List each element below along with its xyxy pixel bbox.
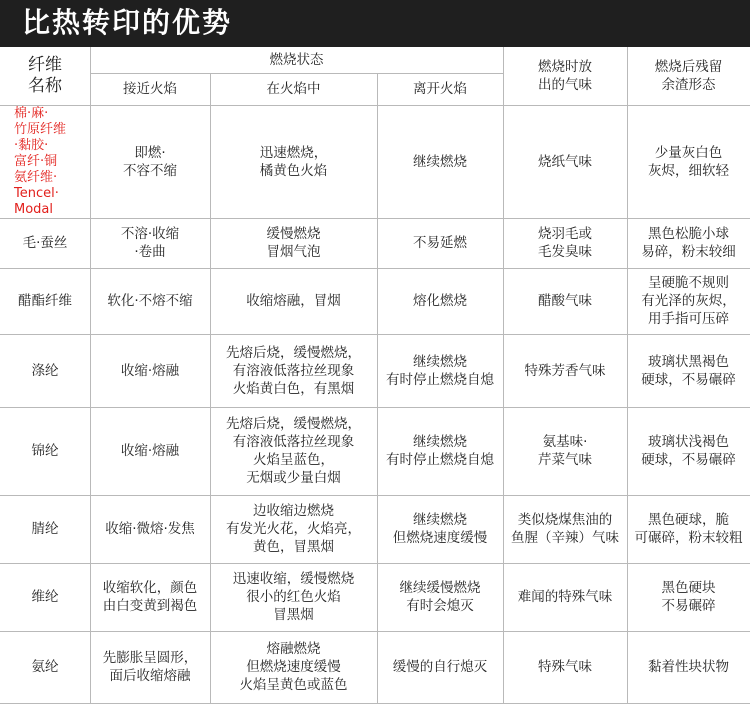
row-5-leave: 继续燃烧 有时停止燃烧自熄 — [386, 434, 494, 468]
row-3-in-flame: 收缩熔融，冒烟 — [246, 293, 341, 309]
row-2-in-flame: 缓慢燃烧 冒烟气泡 — [266, 226, 321, 260]
row-1-leave: 继续燃烧 — [413, 153, 467, 170]
row-8-fiber-name: 氨纶 — [31, 659, 59, 675]
grid-line — [0, 218, 750, 219]
grid-line — [503, 47, 504, 703]
header-leave: 离开火焰 — [413, 81, 467, 97]
row-4-leave: 继续燃烧 有时停止燃烧自熄 — [386, 353, 494, 388]
row-5-residue: 玻璃状浅褐色 硬球，不易碾碎 — [641, 434, 736, 468]
row-5-in-flame: 先熔后烧，缓慢燃烧， 有溶液低落拉丝现象 火焰呈蓝色， 无烟或少量白烟 — [226, 416, 361, 486]
row-1-in-flame: 迅速燃烧， 橘黄色火焰 — [259, 144, 328, 179]
grid-line — [627, 47, 628, 703]
row-7-leave: 继续缓慢燃烧 有时会熄灭 — [399, 580, 481, 614]
row-4-fiber-name: 涤纶 — [31, 362, 59, 379]
row-3-smell: 醋酸气味 — [538, 293, 592, 309]
header-residue: 燃烧后残留 余渣形态 — [654, 59, 723, 93]
row-7-in-flame: 迅速收缩，缓慢燃烧 很小的红色火焰 冒黑烟 — [232, 571, 355, 623]
header-fiber: 纤维 名称 — [28, 55, 62, 96]
grid-line — [0, 563, 750, 564]
grid-line — [0, 105, 750, 106]
row-8-leave: 缓慢的自行熄灭 — [392, 659, 488, 675]
row-2-leave: 不易延燃 — [413, 235, 467, 251]
row-7-approach: 收缩软化，颜色 由白变黄到褐色 — [102, 580, 198, 614]
header-in-flame: 在火焰中 — [266, 81, 321, 97]
row-2-residue: 黑色松脆小球 易碎，粉末较细 — [641, 226, 736, 260]
header-burning-state: 燃烧状态 — [269, 52, 324, 68]
row-8-residue: 黏着性块状物 — [648, 659, 729, 675]
row-7-residue: 黑色硬块 不易碾碎 — [661, 580, 716, 614]
row-4-in-flame: 先熔后烧，缓慢燃烧， 有溶液低落拉丝现象 火焰黄白色，有黑烟 — [226, 344, 361, 397]
row-3-leave: 熔化燃烧 — [413, 293, 467, 309]
row-5-smell: 氨基味· 芹菜气味 — [538, 434, 592, 468]
row-1-residue: 少量灰白色 灰烬，细软轻 — [648, 144, 729, 179]
row-2-smell: 烧羽毛或 毛发臭味 — [538, 226, 592, 260]
row-3-approach: 软化·不熔不缩 — [107, 293, 193, 309]
header-smell: 燃烧时放 出的气味 — [538, 59, 592, 93]
grid-line — [90, 47, 91, 703]
row-6-residue: 黑色硬球，脆 可碾碎，粉末较粗 — [634, 512, 743, 546]
grid-line — [0, 703, 750, 704]
row-5-fiber-name: 锦纶 — [31, 443, 59, 459]
grid-line — [0, 495, 750, 496]
row-8-approach: 先膨胀呈圆形， 面后收缩熔融 — [102, 650, 198, 684]
row-1-fiber-name: 棉·麻· 竹原纤维 ·黏胶· 富纤·铜 氨纤维· Tencel· Modal — [14, 105, 67, 217]
grid-line — [0, 268, 750, 269]
row-8-in-flame: 熔融燃烧 但燃烧速度缓慢 火焰呈黄色或蓝色 — [239, 641, 348, 693]
grid-line — [0, 407, 750, 408]
row-2-approach: 不溶·收缩 ·卷曲 — [120, 226, 180, 260]
page-title: 比热转印的优势 — [22, 6, 233, 39]
row-4-smell: 特殊芳香气味 — [524, 362, 606, 379]
row-1-smell: 烧纸气味 — [538, 153, 592, 170]
row-3-residue: 呈硬脆不规则 有光泽的灰烬， 用手指可压碎 — [641, 275, 736, 327]
grid-line — [210, 73, 211, 703]
header-approach: 接近火焰 — [123, 81, 177, 97]
row-5-approach: 收缩·熔融 — [120, 443, 180, 459]
row-6-fiber-name: 腈纶 — [31, 521, 59, 537]
row-6-approach: 收缩·微熔·发焦 — [105, 521, 195, 537]
row-2-fiber-name: 毛·蚕丝 — [22, 235, 68, 251]
grid-line — [377, 73, 378, 703]
grid-line — [0, 334, 750, 335]
row-6-in-flame: 边收缩边燃烧 有发光火花，火焰亮， 黄色，冒黑烟 — [226, 503, 361, 555]
grid-line — [90, 73, 503, 74]
row-1-approach: 即燃· 不容不缩 — [123, 144, 177, 179]
row-7-smell: 难闻的特殊气味 — [517, 589, 613, 605]
row-3-fiber-name: 醋酯纤维 — [18, 293, 72, 309]
row-8-smell: 特殊气味 — [538, 659, 592, 675]
row-6-smell: 类似烧煤焦油的 鱼腥（辛辣）气味 — [511, 512, 619, 546]
row-4-residue: 玻璃状黑褐色 硬球，不易碾碎 — [641, 353, 736, 388]
grid-line — [0, 631, 750, 632]
row-6-leave: 继续燃烧 但燃烧速度缓慢 — [392, 512, 488, 546]
row-4-approach: 收缩·熔融 — [120, 362, 180, 379]
row-7-fiber-name: 维纶 — [31, 589, 59, 605]
